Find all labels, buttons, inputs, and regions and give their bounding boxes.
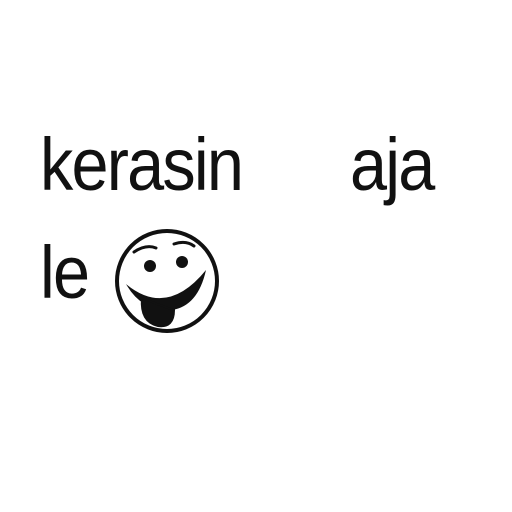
left-eye [144, 260, 156, 272]
caption-word-aja: aja [350, 123, 434, 206]
caption-word-kerasin: kerasin [40, 123, 243, 206]
caption-word-le: le [40, 231, 89, 314]
tongue-out-face-icon [112, 226, 222, 336]
right-eye [176, 256, 188, 268]
